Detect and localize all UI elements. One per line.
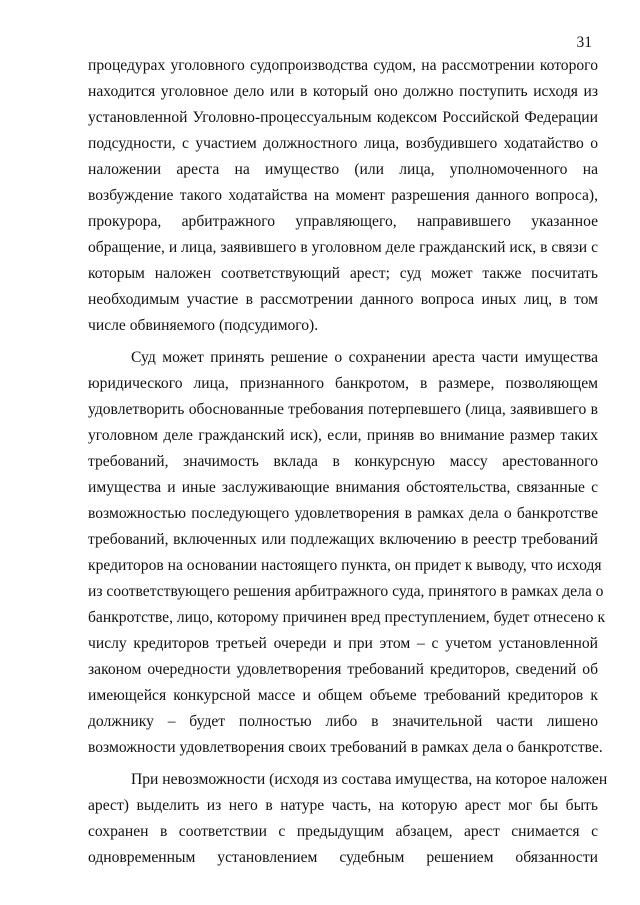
text-line: уголовном деле гражданский иск), если, приняв во внимание размер таких xyxy=(88,427,598,444)
text-line: возбуждение такого ходатайства на момент разрешения данного вопроса), xyxy=(88,187,598,204)
text-line: возможности удовлетворения своих требований в рамках дела о банкротстве. xyxy=(88,739,603,756)
text-line: числе обвиняемого (подсудимого). xyxy=(88,317,319,334)
text-line: требований, значимость вклада в конкурсную массу арестованного xyxy=(88,453,598,470)
text-line: юридического лица, признанного банкротом, в размере, позволяющем xyxy=(88,375,598,392)
text-line: прокурора, арбитражного управляющего, направившего указанное xyxy=(88,213,598,230)
text-line: кредиторов на основании настоящего пункта, он придет к выводу, что исходя xyxy=(88,557,602,574)
text-line: наложении ареста на имущество (или лица, уполномоченного на xyxy=(88,161,598,178)
text-line: возможностью последующего удовлетворения в рамках дела о банкротстве xyxy=(88,505,598,522)
text-line: банкротстве, лицо, которому причинен вред преступлением, будет отнесено к xyxy=(88,609,606,626)
text-line: обращение, и лица, заявившего в уголовном деле гражданский иск, в связи с xyxy=(88,239,598,256)
text-line: Суд может принять решение о сохранении ареста части имущества xyxy=(131,349,598,366)
page-number: 31 xyxy=(576,34,592,51)
text-line: должнику – будет полностью либо в значительной части лишено xyxy=(88,713,598,730)
text-line: законом очередности удовлетворения требований кредиторов, сведений об xyxy=(88,661,598,678)
text-line: При невозможности (исходя из состава имущества, на которое наложен xyxy=(131,771,608,788)
text-line: имеющейся конкурсной массе и общем объеме требований кредиторов к xyxy=(88,687,598,704)
text-line: удовлетворить обоснованные требования потерпевшего (лица, заявившего в xyxy=(88,401,598,418)
text-line: требований, включенных или подлежащих включению в реестр требований xyxy=(88,531,598,548)
text-line: установленной Уголовно-процессуальным кодексом Российской Федерации xyxy=(88,109,598,126)
text-line: одновременным установлением судебным решением обязанности xyxy=(88,849,598,866)
text-line: которым наложен соответствующий арест; суд может также посчитать xyxy=(88,265,598,282)
text-line: необходимым участие в рассмотрении данного вопроса иных лиц, в том xyxy=(88,291,598,308)
text-line: находится уголовное дело или в который оно должно поступить исходя из xyxy=(88,83,598,100)
text-line: арест) выделить из него в натуре часть, на которую арест мог бы быть xyxy=(88,797,598,814)
text-line: подсудности, с участием должностного лица, возбудившего ходатайство о xyxy=(88,135,598,152)
text-line: процедурах уголовного судопроизводства судом, на рассмотрении которого xyxy=(88,57,598,74)
text-line: сохранен в соответствии с предыдущим абзацем, арест снимается с xyxy=(88,823,598,840)
text-line: имущества и иные заслуживающие внимания обстоятельства, связанные с xyxy=(88,479,598,496)
text-line: из соответствующего решения арбитражного суда, принятого в рамках дела о xyxy=(88,583,604,600)
text-line: числу кредиторов третьей очереди и при этом – с учетом установленной xyxy=(88,635,598,652)
